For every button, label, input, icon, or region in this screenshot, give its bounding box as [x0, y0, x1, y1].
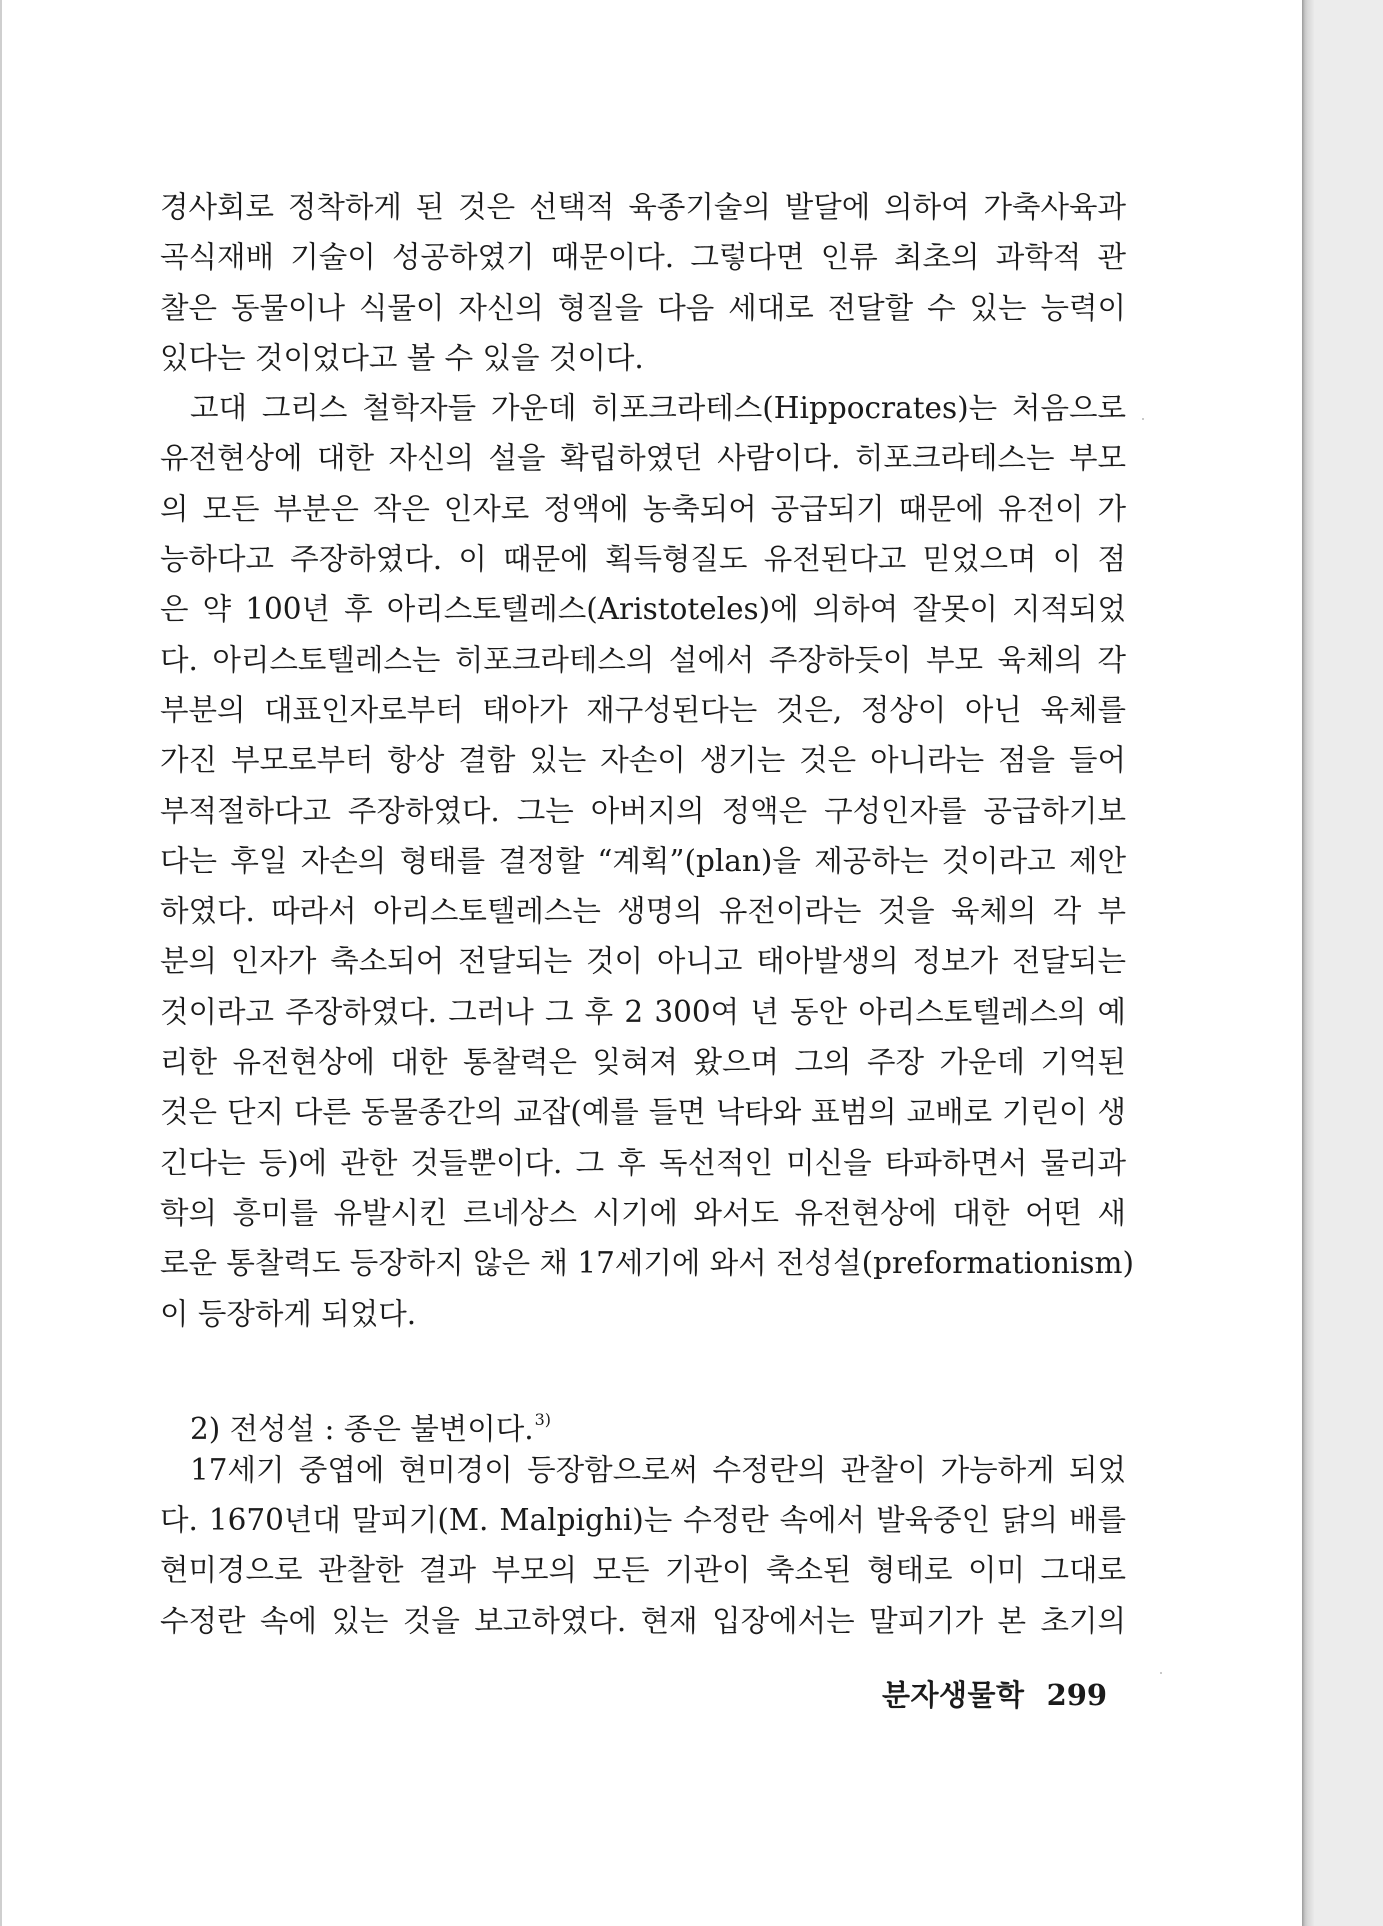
text-line: 있다는 것이었다고 볼 수 있을 것이다. [160, 340, 644, 375]
text-line: 긴다는 등)에 관한 것들뿐이다. 그 후 독선적인 미신을 타파하면서 물리과 [160, 1145, 1126, 1180]
text-line: 17세기 중엽에 현미경이 등장함으로써 수정란의 관찰이 가능하게 되었 [190, 1452, 1126, 1487]
section-heading-text: 2) 전성설 : 종은 불변이다. [190, 1411, 534, 1446]
paragraph-1 [160, 182, 1126, 383]
text-line: 유전현상에 대한 자신의 설을 확립하였던 사람이다. 히포크라테스는 부모 [160, 441, 1126, 476]
paragraph-2 [160, 383, 1135, 1339]
section-heading [160, 1395, 1126, 1445]
paragraph-3 [160, 1445, 1126, 1646]
text-line: 이 등장하게 되었다. [160, 1296, 417, 1331]
text-line: 고대 그리스 철학자들 가운데 히포크라테스(Hippocrates)는 처음으로 [190, 391, 1126, 426]
page-background [1314, 0, 1383, 1926]
page-edge [1302, 0, 1314, 1926]
text-line: 부적절하다고 주장하였다. 그는 아버지의 정액은 구성인자를 공급하기보 [160, 793, 1126, 828]
text-line: 하였다. 따라서 아리스토텔레스는 생명의 유전이라는 것을 육체의 각 부 [160, 894, 1126, 929]
text-line: 것은 단지 다른 동물종간의 교잡(예를 들면 낙타와 표범의 교배로 기린이 생 [160, 1095, 1126, 1130]
footnote-marker: 3) [534, 1409, 551, 1429]
text-line: 다. 아리스토텔레스는 히포크라테스의 설에서 주장하듯이 부모 육체의 각 [160, 642, 1126, 677]
text-line: 찰은 동물이나 식물이 자신의 형질을 다음 세대로 전달할 수 있는 능력이 [160, 290, 1126, 325]
text-line: 능하다고 주장하였다. 이 때문에 획득형질도 유전된다고 믿었으며 이 점 [160, 542, 1126, 577]
text-line: 의 모든 부분은 작은 인자로 정액에 농축되어 공급되기 때문에 유전이 가 [160, 491, 1126, 526]
scan-speck [1142, 418, 1144, 420]
page-footer [882, 1670, 1108, 1720]
text-line: 곡식재배 기술이 성공하였기 때문이다. 그렇다면 인류 최초의 과학적 관 [160, 240, 1126, 275]
text-line: 것이라고 주장하였다. 그러나 그 후 2 300여 년 동안 아리스토텔레스의 예 [160, 994, 1126, 1029]
text-line: 로운 통찰력도 등장하지 않은 채 17세기에 와서 전성설(preformationism) [160, 1246, 1135, 1281]
text-line: 가진 부모로부터 항상 결함 있는 자손이 생기는 것은 아니라는 점을 들어 [160, 743, 1126, 778]
text-line: 분의 인자가 축소되어 전달되는 것이 아니고 태아발생의 정보가 전달되는 [160, 944, 1126, 979]
page-number: 299 [1046, 1678, 1108, 1712]
text-line: 현미경으로 관찰한 결과 부모의 모든 기관이 축소된 형태로 이미 그대로 [160, 1553, 1126, 1588]
text-line: 다는 후일 자손의 형태를 결정할 “계획”(plan)을 제공하는 것이라고 제안 [160, 843, 1126, 878]
text-line: 다. 1670년대 말피기(M. Malpighi)는 수정란 속에서 발육중인 닭의 배를 [160, 1503, 1126, 1538]
text-line: 수정란 속에 있는 것을 보고하였다. 현재 입장에서는 말피기가 본 초기의 [160, 1603, 1126, 1638]
text-line: 학의 흥미를 유발시킨 르네상스 시기에 와서도 유전현상에 대한 어떤 새 [160, 1195, 1126, 1230]
text-line: 리한 유전현상에 대한 통찰력은 잊혀져 왔으며 그의 주장 가운데 기억된 [160, 1045, 1126, 1080]
section-spacer [160, 1339, 1126, 1395]
running-title: 분자생물학 [882, 1678, 1025, 1712]
scan-speck [1160, 1672, 1162, 1674]
body-text [160, 182, 1135, 1646]
text-line: 경사회로 정착하게 된 것은 선택적 육종기술의 발달에 의하여 가축사육과 [160, 190, 1126, 224]
text-line: 은 약 100년 후 아리스토텔레스(Aristoteles)에 의하여 잘못이 지적되었 [160, 592, 1126, 627]
text-line: 부분의 대표인자로부터 태아가 재구성된다는 것은, 정상이 아닌 육체를 [160, 692, 1126, 727]
